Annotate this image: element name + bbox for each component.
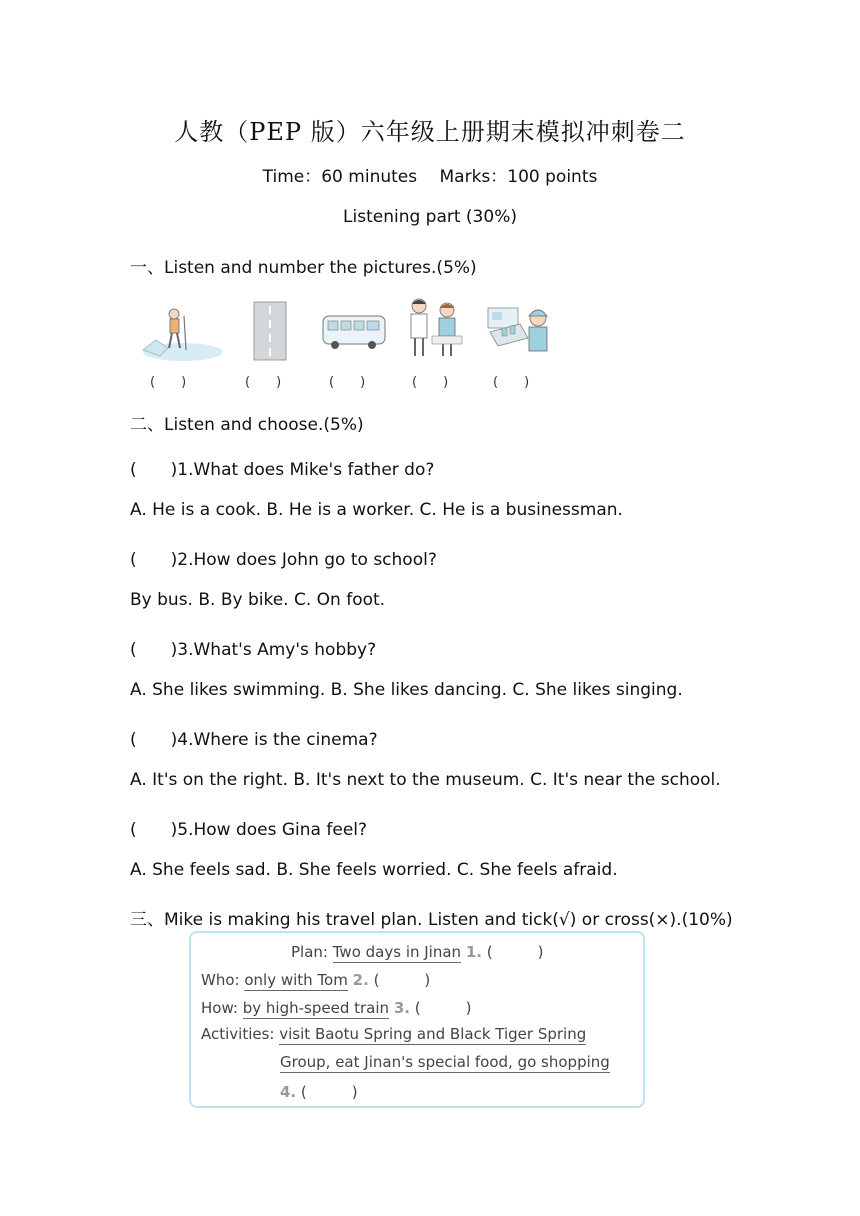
question-2: ( )2.How does John go to school?	[130, 550, 437, 570]
question-3: ( )3.What's Amy's hobby?	[130, 640, 377, 660]
section3-heading: 三、Mike is making his travel plan. Listen and tick(√) or cross(×).(10%)	[130, 910, 733, 930]
who-row	[201, 969, 430, 990]
how-label: How:	[201, 999, 238, 1017]
how-row	[201, 997, 471, 1018]
bus-picture	[320, 300, 388, 364]
time-marks-line: Time：60 minutes Marks：100 points	[262, 167, 598, 187]
question-5: ( )5.How does Gina feel?	[130, 820, 368, 840]
plan-value: Two days in Jinan	[332, 943, 462, 961]
plan-number-2: 2.	[352, 971, 369, 989]
section1-heading: 一、Listen and number the pictures.(5%)	[130, 258, 477, 278]
who-label: Who:	[201, 971, 240, 989]
section2-heading: 二、Listen and choose.(5%)	[130, 415, 364, 435]
walking-man-picture	[138, 300, 224, 364]
listening-part-title: Listening part (30%)	[343, 207, 517, 227]
plan-blank-4[interactable]: ( )	[300, 1083, 358, 1101]
question-1-options: A. He is a cook. B. He is a worker. C. He is a businessman.	[130, 500, 623, 520]
activities-line-1: visit Baotu Spring and Black Tiger Spring	[279, 1025, 587, 1043]
question-4-options: A. It's on the right. B. It's next to the museum. C. It's near the school.	[130, 770, 721, 790]
question-1: ( )1.What does Mike's father do?	[130, 460, 435, 480]
plan-label: Plan:	[291, 943, 328, 961]
activities-row-2	[280, 1053, 610, 1071]
question-3-options: A. She likes swimming. B. She likes dancing. C. She likes singing.	[130, 680, 683, 700]
question-5-options: A. She feels sad. B. She feels worried. C. She feels afraid.	[130, 860, 618, 880]
plan-number-4: 4.	[280, 1083, 297, 1101]
picture-blank-3[interactable]: ( )	[329, 375, 366, 390]
plan-blank-1[interactable]: ( )	[486, 943, 544, 961]
question-4: ( )4.Where is the cinema?	[130, 730, 378, 750]
activities-row	[201, 1025, 586, 1043]
doctor-and-boy-picture	[402, 296, 464, 360]
travel-plan-box	[189, 931, 645, 1108]
how-value: by high-speed train	[242, 999, 390, 1017]
activities-row-3	[280, 1081, 358, 1102]
page-title: 人教（PEP 版）六年级上册期末模拟冲刺卷二	[174, 118, 686, 146]
question-2-options: By bus. B. By bike. C. On foot.	[130, 590, 386, 610]
plan-blank-2[interactable]: ( )	[373, 971, 431, 989]
factory-worker-picture	[486, 298, 552, 362]
picture-blank-5[interactable]: ( )	[493, 375, 530, 390]
picture-blank-1[interactable]: ( )	[150, 375, 187, 390]
who-value: only with Tom	[244, 971, 348, 989]
activities-label: Activities:	[201, 1025, 275, 1043]
picture-blank-4[interactable]: ( )	[412, 375, 449, 390]
activities-line-2: Group, eat Jinan's special food, go shopping	[280, 1053, 610, 1071]
plan-blank-3[interactable]: ( )	[414, 999, 472, 1017]
picture-blank-2[interactable]: ( )	[245, 375, 282, 390]
road-picture	[250, 300, 290, 364]
plan-row	[291, 941, 543, 962]
plan-number-3: 3.	[393, 999, 410, 1017]
plan-number-1: 1.	[465, 943, 482, 961]
